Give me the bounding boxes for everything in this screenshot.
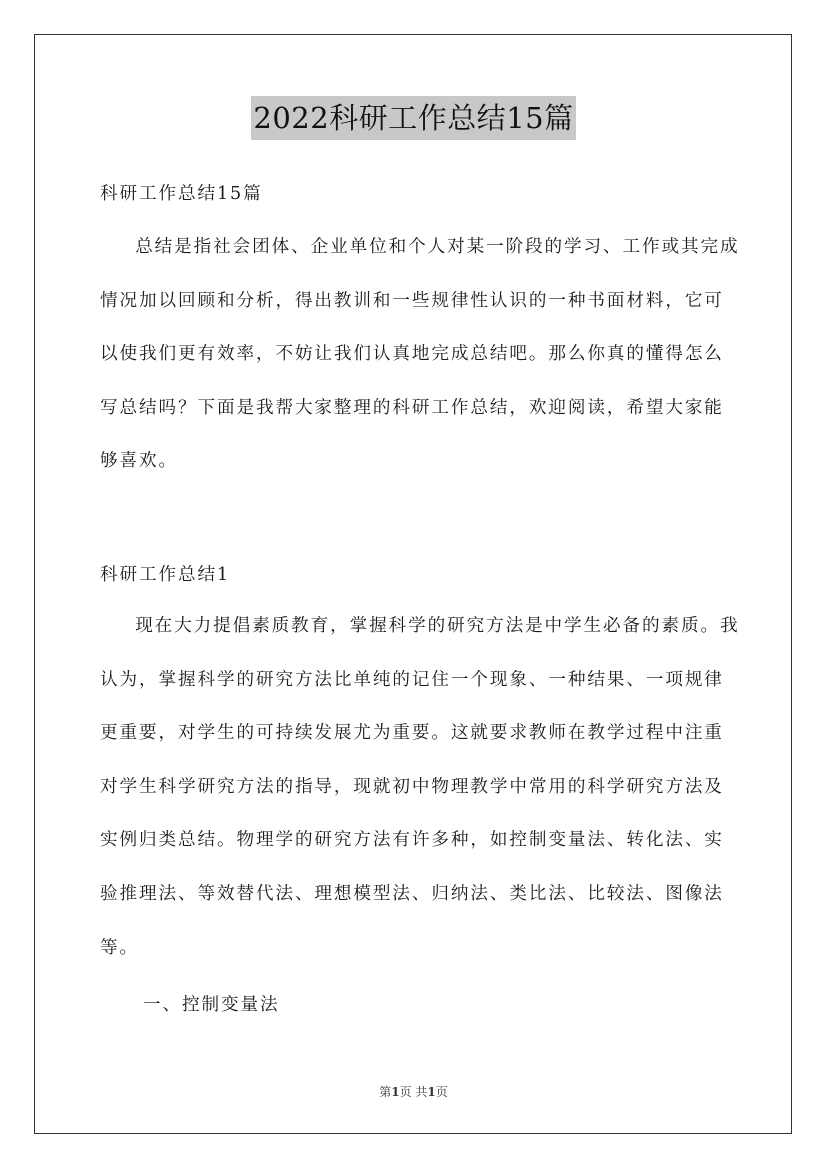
footer-page-total: 1 [427,1085,436,1099]
footer-label-post: 页 [435,1085,448,1099]
title-container [0,96,827,140]
section-heading: 科研工作总结1 [100,565,231,585]
document-title: 2022科研工作总结15篇 [251,96,575,140]
page-footer [0,1083,827,1100]
footer-page-current: 1 [391,1085,400,1099]
footer-label-mid: 页 共 [399,1085,428,1099]
footer-label-pre: 第 [379,1085,392,1099]
intro-paragraph: 总结是指社会团体、企业单位和个人对某一阶段的学习、工作或其完成情况加以回顾和分析，得出教训和一些规律性认识的一种书面材料，它可以使我们更有效率，不妨让我们认真地完成总结吧。那么你真的懂得怎么写总结吗？下面是我帮大家整理的科研工作总结，欢迎阅读，希望大家能够喜欢。 [100,237,740,472]
list-item-heading: 一、控制变量法 [143,995,280,1015]
section-paragraph: 现在大力提倡素质教育，掌握科学的研究方法是中学生必备的素质。我认为，掌握科学的研究方法比单纯的记住一个现象、一种结果、一项规律更重要，对学生的可持续发展尤为重要。这就要求教师在教学过程中注重对学生科学研究方法的指导，现就初中物理教学中常用的科学研究方法及实例归类总结。物理学的研究方法有许多种，如控制变量法、转化法、实验推理法、等效替代法、理想模型法、归纳法、类比法、比较法、图像法等。 [100,616,740,958]
document-subtitle: 科研工作总结15篇 [100,184,263,204]
